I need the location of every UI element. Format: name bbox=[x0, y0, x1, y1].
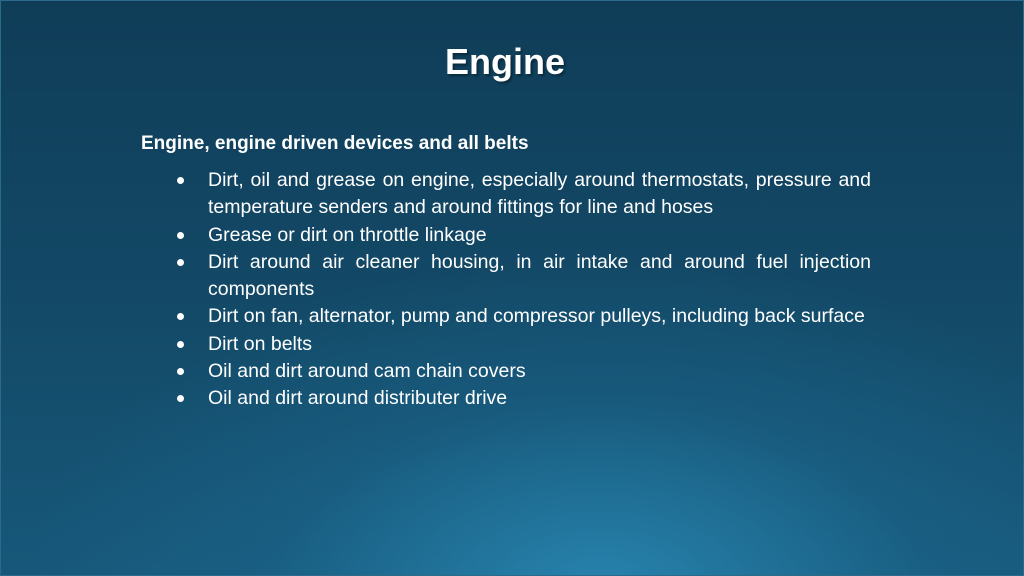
bullet-text: Grease or dirt on throttle linkage bbox=[208, 223, 487, 246]
bullet-item bbox=[177, 358, 871, 385]
bullet-dot-icon bbox=[177, 232, 184, 239]
bullet-item bbox=[177, 167, 871, 222]
bullet-item bbox=[177, 385, 871, 412]
bullet-dot-icon bbox=[177, 259, 184, 266]
bullet-item bbox=[177, 222, 871, 249]
bullet-dot-icon bbox=[177, 313, 184, 320]
section-heading: Engine, engine driven devices and all belts bbox=[141, 133, 529, 154]
bullet-dot-icon bbox=[177, 341, 184, 348]
bullet-item bbox=[177, 303, 871, 330]
bullet-text: Dirt, oil and grease on engine, especially around thermostats, pressure and temperature senders and around fittings for line and hoses bbox=[208, 169, 871, 219]
bullet-text: Oil and dirt around distributer drive bbox=[208, 387, 508, 410]
bullet-dot-icon bbox=[177, 368, 184, 375]
bullet-item bbox=[177, 249, 871, 304]
bullet-text: Dirt around air cleaner housing, in air intake and around fuel injection components bbox=[208, 250, 871, 301]
bullet-dot-icon bbox=[177, 177, 184, 184]
bullet-dot-icon bbox=[177, 395, 184, 402]
slide-title: Engine bbox=[444, 41, 565, 82]
bullet-list bbox=[177, 167, 871, 413]
bullet-text: Oil and dirt around cam chain covers bbox=[208, 360, 526, 383]
bullet-item bbox=[177, 331, 871, 358]
bullet-text: Dirt on belts bbox=[208, 332, 313, 355]
bullet-text: Dirt on fan, alternator, pump and compressor pulleys, including back surface bbox=[208, 305, 865, 328]
